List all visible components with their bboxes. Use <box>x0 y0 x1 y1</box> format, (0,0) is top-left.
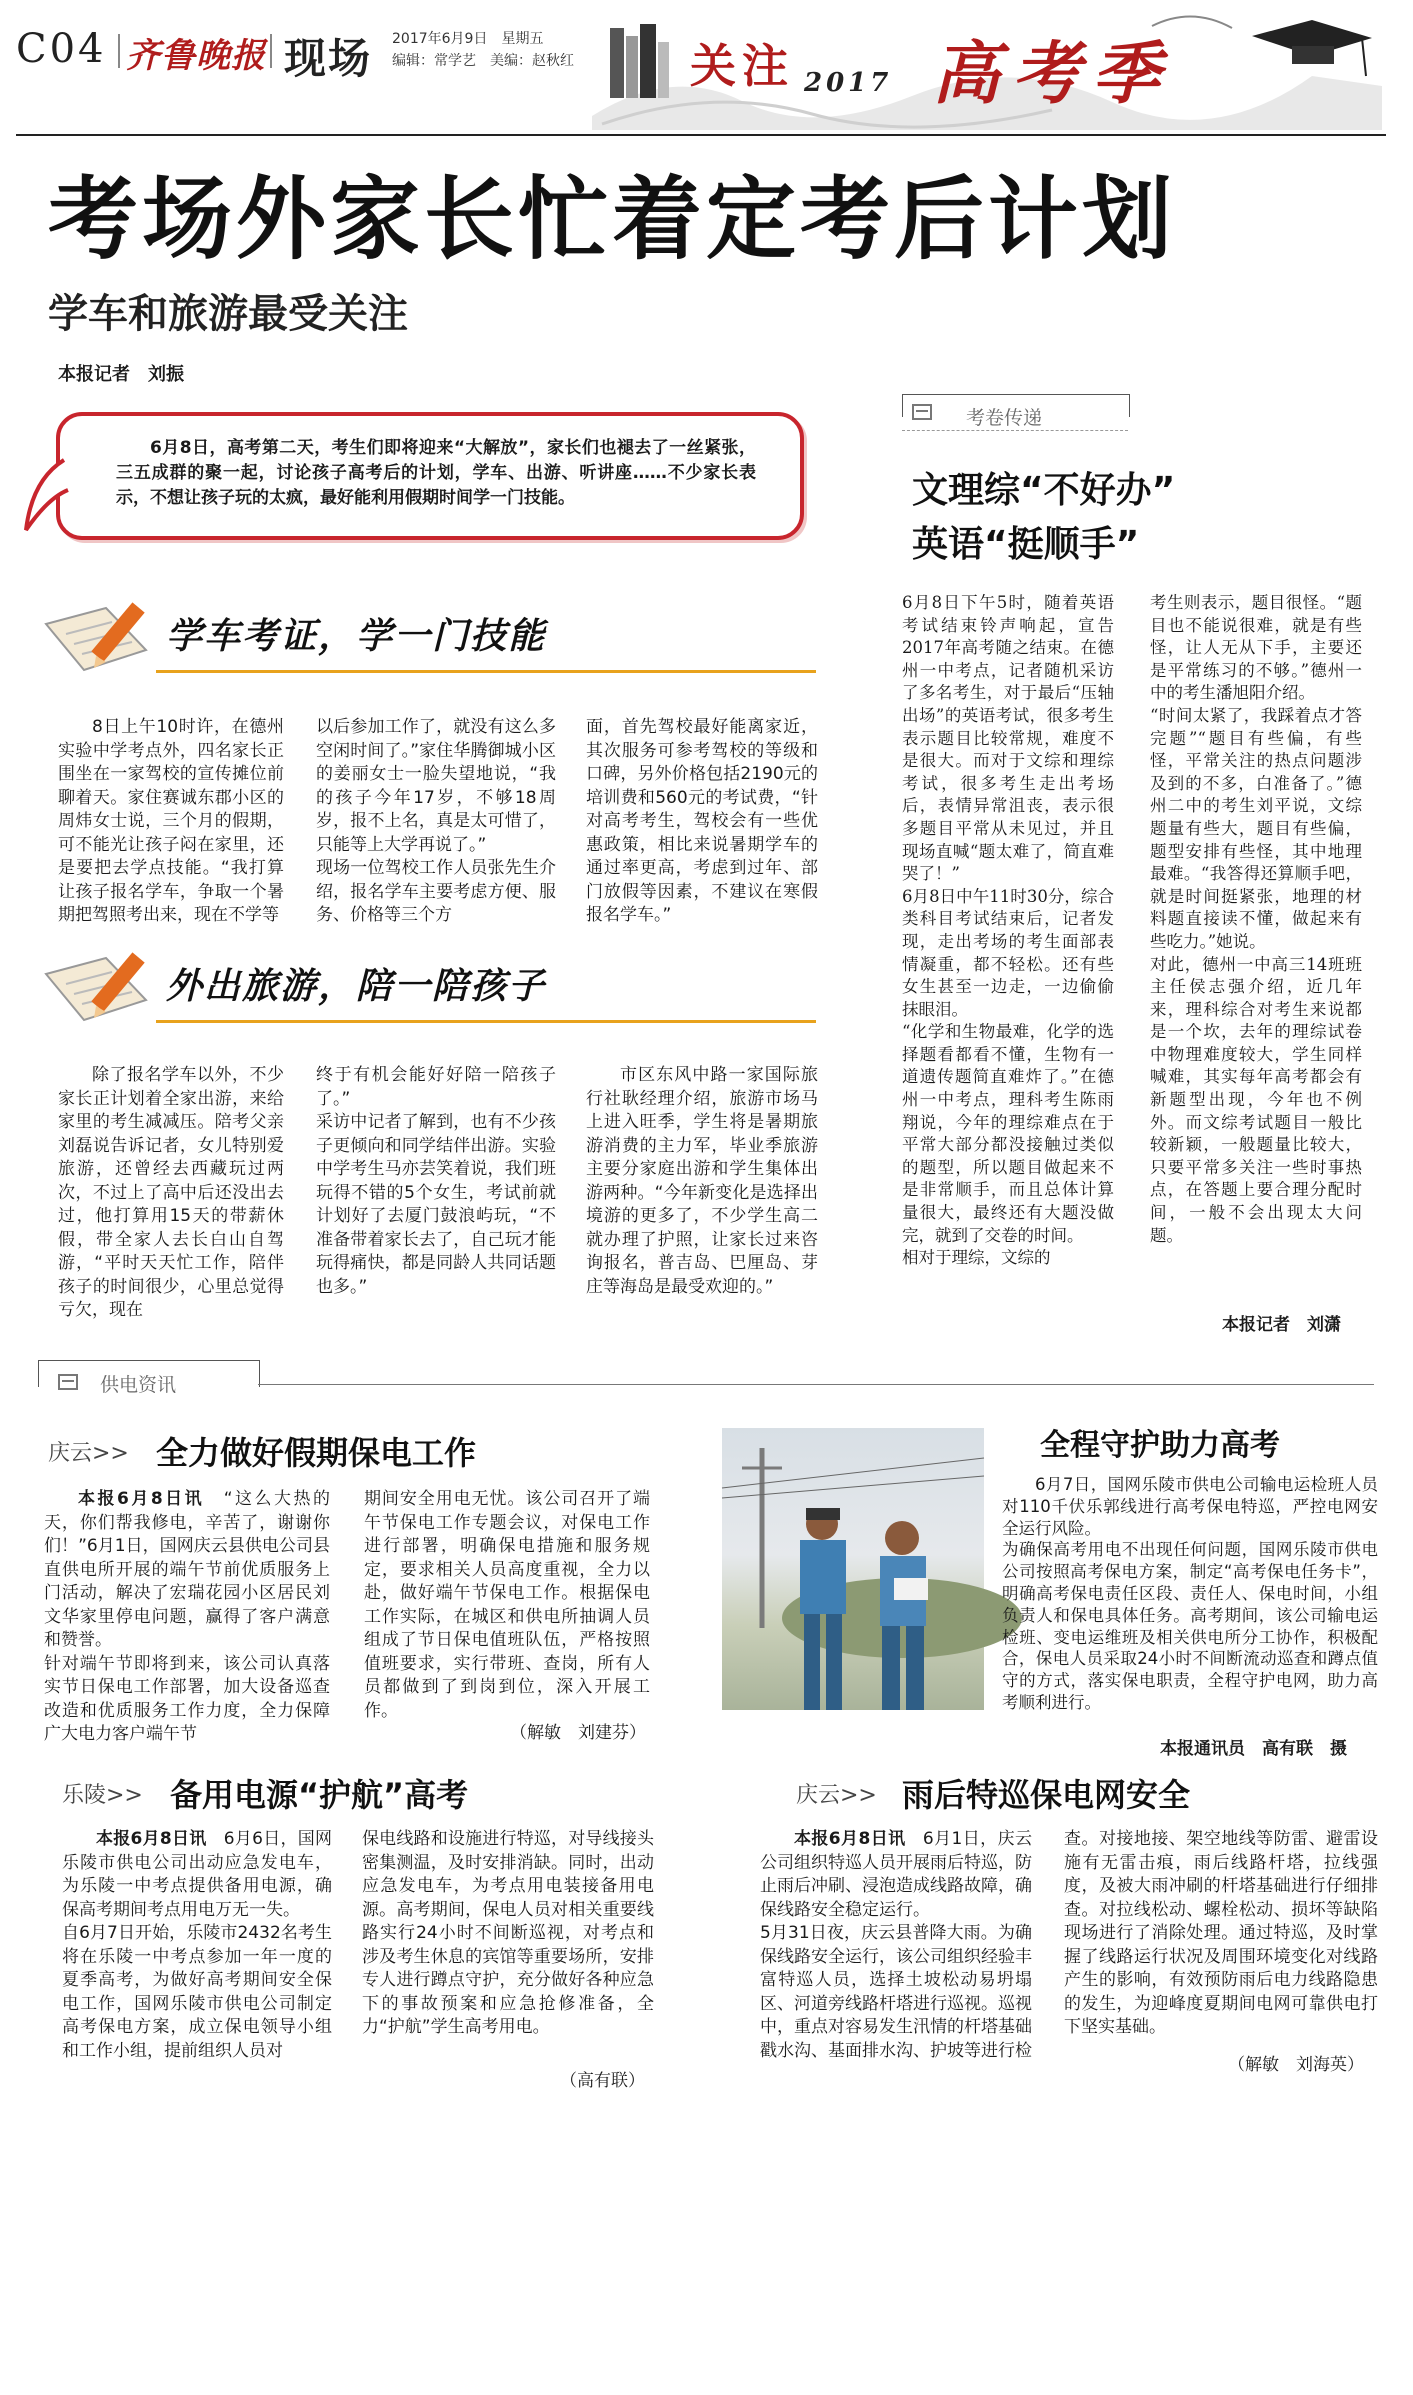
a1-lead: 本报6月8日讯 <box>78 1489 205 1509</box>
a4-body: 6月1日，庆云公司组织特巡人员开展雨后特巡，防止雨后冲刷、浸泡造成线路故障，确保线路安全稳定运行。 5月31日夜，庆云县普降大雨。为确保线路安全运行，该公司组织经验丰富特巡人员，选择土坡松动易坍塌区、河道旁线路杆塔进行巡视。巡视中，重点对容易发生汛情的杆塔基础戳水沟、基面排水沟、护坡等进行检 <box>760 1829 1032 2061</box>
books-icon <box>610 24 669 98</box>
a3-body: 6月6日，国网乐陵市供电公司出动应急发电车，为乐陵一中考点提供备用电源，确保高考期间考点用电万无一失。 自6月7日开始，乐陵市2432名考生将在乐陵一中考点参加一年一度的夏季高考，为做好高考期间安全保电工作，国网乐陵市供电公司制定高考保电方案，成立保电领导小组和工作小组，提前组织人员对 <box>62 1829 332 2061</box>
date: 2017年6月9日 <box>392 31 488 47</box>
paragraph: 查。对接地接、架空地线等防雷、避雷设施有无雷击痕，雨后线路杆塔，拉线强度，及被大雨冲刷的杆塔基础进行仔细排查。对拉线松动、螺栓松动、损坏等缺陷现场进行了消除处理。通过特巡，及时掌握了线路运行状况及周围环境变化对线路产生的影响，有效预防雨后电力线路隐患的发生，为迎峰度夏期间电网可靠供电打下坚实基础。 <box>1064 1829 1378 2037</box>
section1-underline <box>156 670 816 673</box>
section2-col3 <box>586 1064 818 1334</box>
a4-title: 雨后特巡保电网安全 <box>902 1776 1191 1814</box>
a2-body <box>1002 1474 1378 1730</box>
paragraph <box>44 1488 330 1747</box>
side-rule <box>902 430 1128 431</box>
a3-lead: 本报6月8日讯 <box>96 1829 207 1849</box>
document-icon <box>58 1374 78 1390</box>
section1-heading <box>36 590 816 682</box>
paper-logo: 齐鲁晚报 <box>126 36 266 76</box>
a1-col2 <box>364 1488 650 1721</box>
graduation-cap-icon <box>1252 20 1372 76</box>
section2-underline <box>156 1020 816 1023</box>
banner-year: 2017 <box>804 68 893 98</box>
paragraph <box>62 1828 332 2063</box>
side-col1 <box>902 592 1114 1322</box>
notepad-pencil-icon <box>36 940 176 1032</box>
a1-sign: （解敏 刘建芬） <box>510 1723 646 1743</box>
a1-body: “这么大热的天，你们帮我修电，辛苦了，谢谢你们！”6月1日，国网庆云县供电公司县直供电所开展的端午节前优质服务上门活动，解决了宏瑞花园小区居民刘文华家里停电问题，赢得了客户满意和赞誉。 针对端午节即将到来，该公司认真落实节日保电工作部署，加大设备巡查改造和优质服务工作力度，全力保障广大电力客户端午节 <box>44 1489 331 1744</box>
document-icon <box>912 404 932 420</box>
a2-title: 全程守护助力高考 <box>1040 1428 1280 1463</box>
a3-col2 <box>362 1828 654 2066</box>
a4-col2 <box>1064 1828 1378 2056</box>
designer: 美编：赵秋红 <box>490 53 574 69</box>
header-divider <box>270 34 272 68</box>
paragraph: 终于有机会能好好陪一陪孩子了。” 采访中记者了解到，也有不少孩子更倾向和同学结伴出游。实验中学考生马亦芸笑着说，我们班玩得不错的5个女生，考试前就计划好了去厦门鼓浪屿玩，“不准备带着家长去了，自己玩才能玩得痛快，都是同龄人共同话题也多。” <box>316 1065 556 1297</box>
intro-text: 6月8日，高考第二天，考生们即将迎来“大解放”，家长们也褪去了一丝紧张，三五成群的聚一起，讨论孩子高考后的计划，学车、出游、听讲座……不少家长表示，不想让孩子玩的太疯，最好能利用假期时间学一门技能。 <box>116 438 756 508</box>
banner-focus: 关注 <box>690 39 794 93</box>
a1-place: 庆云>> <box>48 1441 129 1466</box>
section2-col2 <box>316 1064 556 1334</box>
paragraph <box>760 1828 1032 2063</box>
masthead-rule <box>16 134 1386 136</box>
main-headline: 考场外家长忙着定考后计划 <box>48 167 1176 272</box>
section1-col2 <box>316 716 556 936</box>
a1-col1 <box>44 1488 331 1744</box>
paragraph: 期间安全用电无忧。该公司召开了端午节保电工作专题会议，对保电工作进行部署，明确保电措施和服务规定，要求相关人员高度重视，全力以赴，做好端午节保电工作。根据保电工作实际，在城区和供电所抽调人员组成了节日保电值班队伍，严格按照值班要求，实行带班、查岗，所有人员都做到了到岗到位，深入开展工作。 <box>364 1489 650 1721</box>
a1-title: 全力做好假期保电工作 <box>156 1434 477 1472</box>
issue-date <box>392 28 543 48</box>
main-subheadline: 学车和旅游最受关注 <box>48 291 408 337</box>
side-title-1: 文理综“不好办” <box>912 470 1176 511</box>
a4-lead: 本报6月8日讯 <box>794 1829 906 1849</box>
worker-figure <box>800 1508 846 1710</box>
section1-col3 <box>586 716 818 936</box>
a4-col1 <box>760 1828 1032 2078</box>
page-number: C04 <box>16 26 107 72</box>
a4-place: 庆云>> <box>796 1783 877 1808</box>
weekday: 星期五 <box>501 31 544 47</box>
section2-col1 <box>58 1064 284 1334</box>
paragraph: 面，首先驾校最好能离家近，其次服务可参考驾校的等级和口碑，另外价格包括2190元的培训费和560元的考试费，“针对高考考生，驾校会有一些优惠政策，相比来说暑期学车的通过率更高，考虑到过年、部门放假等因素，不建议在寒假报名学车。” <box>586 717 818 925</box>
linemen-photo <box>722 1428 984 1710</box>
notepad-pencil-icon <box>36 590 176 682</box>
section-name: 现场 <box>284 34 373 83</box>
intro-bubble <box>56 412 804 540</box>
paragraph: 考生则表示，题目很怪。“题目也不能说很难，就是有些怪，让人无从下手，主要还是平常练习的不够。”德州一中的考生潘旭阳介绍。 “时间太紧了，我踩着点才答完题”“题目有些偏，有些怪，平常关注的热点问题涉及到的不多，白准备了。”德州二中的考生刘平说，文综题量有些大，题目有些偏，题型安排有些怪，其中地理最难。“我答得还算顺手吧，就是时间挺紧张，地理的材料题直接读不懂，做起来有些吃力。”她说。 对此，德州一中高三14班班主任侯志强介绍，近几年来，理科综合对考生来说都是一个坎，去年的理综试卷中物理难度较大，学生同样喊难，其实每年高考都会有新题型出现，今年也不例外。而文综考试题目一般比较新颖，一般题量比较大，只要平常多关注一些时事热点，在答题上要合理分配时间，一般不会出现太大问题。 <box>1150 593 1362 1245</box>
paragraph: 6月7日，国网乐陵市供电公司输电运检班人员对110千伏乐郭线进行高考保电特巡，严控电网安全运行风险。 为确保高考用电不出现任何问题，国网乐陵市供电公司按照高考保电方案，制定“高考保电任务卡”，明确高考保电责任区段、责任人、保电时间，小组负责人和保电具体任务。高考期间，该公司输电运检班、变电运维班及相关供电所分工协作，积极配合，保电人员采取24小时不间断流动巡查和蹲点值守的方式，落实保电职责，全程守护电网，助力高考顺利进行。 <box>1002 1475 1378 1712</box>
paragraph: 保电线路和设施进行特巡，对导线接头密集测温，及时安排消缺。同时，出动应急发电车，为考点用电装接备用电源。高考期间，保电人员对相关重要线路实行24小时不间断巡视，对考点和涉及考生休息的宾馆等重要场所，安排专人进行蹲点守护，充分做好各种应急下的事故预案和应急抢修准备，全力“护航”学生高考用电。 <box>362 1829 654 2037</box>
section2-heading <box>36 940 816 1032</box>
paragraph: 以后参加工作了，就没有这么多空闲时间了。”家住华腾御城小区的姜丽女士一脸失望地说，“我的孩子今年17岁，不够18周岁，报不上名，真是太可惜了，只能等上大学再说了。” 现场一位驾校工作人员张先生介绍，报名学车主要考虑方便、服务、价格等三个方 <box>316 717 556 925</box>
a3-place: 乐陵>> <box>62 1783 143 1808</box>
a3-col1 <box>62 1828 332 2078</box>
a3-title: 备用电源“护航”高考 <box>170 1776 469 1814</box>
power-rule <box>258 1384 1374 1385</box>
bubble-tail <box>20 420 80 540</box>
power-label: 供电资讯 <box>100 1374 177 1396</box>
side-label: 考卷传递 <box>966 407 1043 429</box>
side-title-2: 英语“挺顺手” <box>912 524 1140 565</box>
editor: 编辑：常学艺 <box>392 53 476 69</box>
side-col2 <box>1150 592 1362 1302</box>
gaokao-banner <box>592 6 1382 130</box>
photo-illustration <box>722 1428 984 1710</box>
paragraph: 市区东风中路一家国际旅行社耿经理介绍，旅游市场马上进入旺季，学生将是暑期旅游消费的主力军，毕业季旅游主要分家庭出游和学生集体出游两种。“今年新变化是选择出境游的更多了，不少学生高二就办理了护照，让家长过来咨询报名，普吉岛、巴厘岛、芽庄等海岛是最受欢迎的。” <box>586 1065 818 1297</box>
banner-title: 高考季 <box>932 34 1173 114</box>
a2-sign: 本报通讯员 高有联 摄 <box>1160 1739 1347 1759</box>
paragraph: 除了报名学车以外，不少家长正计划着全家出游，来给家里的考生减减压。陪考父亲刘磊说告诉记者，女儿特别爱旅游，还曾经去西藏玩过两次，不过上了高中后还没出去过，他打算用15天的带薪休假，带全家人去长白山自驾游，“平时天天忙工作，陪伴孩子的时间很少，心里总觉得亏欠，现在 <box>58 1065 284 1320</box>
header-divider <box>118 34 120 68</box>
a4-sign: （解敏 刘海英） <box>1228 2055 1364 2075</box>
main-byline: 本报记者 刘振 <box>58 364 184 385</box>
paragraph: 6月8日下午5时，随着英语考试结束铃声响起，宣告2017年高考随之结束。在德州一中考点，记者随机采访了多名考生，对于最后“压轴出场”的英语考试，很多考生表示题目比较常规，难度不是很大。而对于文综和理综考试，很多考生走出考场后，表情异常沮丧，表示很多题目平常从未见过，并且现场直喊“题太难了，简直难哭了！” 6月8日中午11时30分，综合类科目考试结束后，记者发现，走出考场的考生面部表情凝重，都不轻松。还有些女生甚至一边走，一边偷偷抹眼泪。 “化学和生物最难，化学的选择题看都看不懂，生物有一道遗传题简直难炸了。”在德州一中考点，理科考生陈雨翔说，今年的理综难点在于平常大部分都没接触过类似的题型，所以题目做起来不是非常顺手，而且总体计算量很大，最终还有大题没做完，就到了交卷的时间。 相对于理综，文综的 <box>902 593 1114 1268</box>
editor-credits <box>392 50 574 70</box>
side-byline: 本报记者 刘潇 <box>1222 1315 1341 1335</box>
section1-col1 <box>58 716 284 936</box>
worker-figure <box>880 1521 928 1710</box>
section2-title: 外出旅游，陪一陪孩子 <box>166 966 547 1007</box>
section1-title: 学车考证，学一门技能 <box>166 616 547 657</box>
a3-sign: （高有联） <box>560 2071 645 2091</box>
paragraph: 8日上午10时许，在德州实验中学考点外，四名家长正围坐在一家驾校的宣传摊位前聊着天。家住赛诚东郡小区的周炜女士说，三个月的假期，可不能光让孩子闷在家里，还是要把去学点技能。“我打算让孩子报名学车，争取一个暑期把驾照考出来，现在不学等 <box>58 717 284 925</box>
